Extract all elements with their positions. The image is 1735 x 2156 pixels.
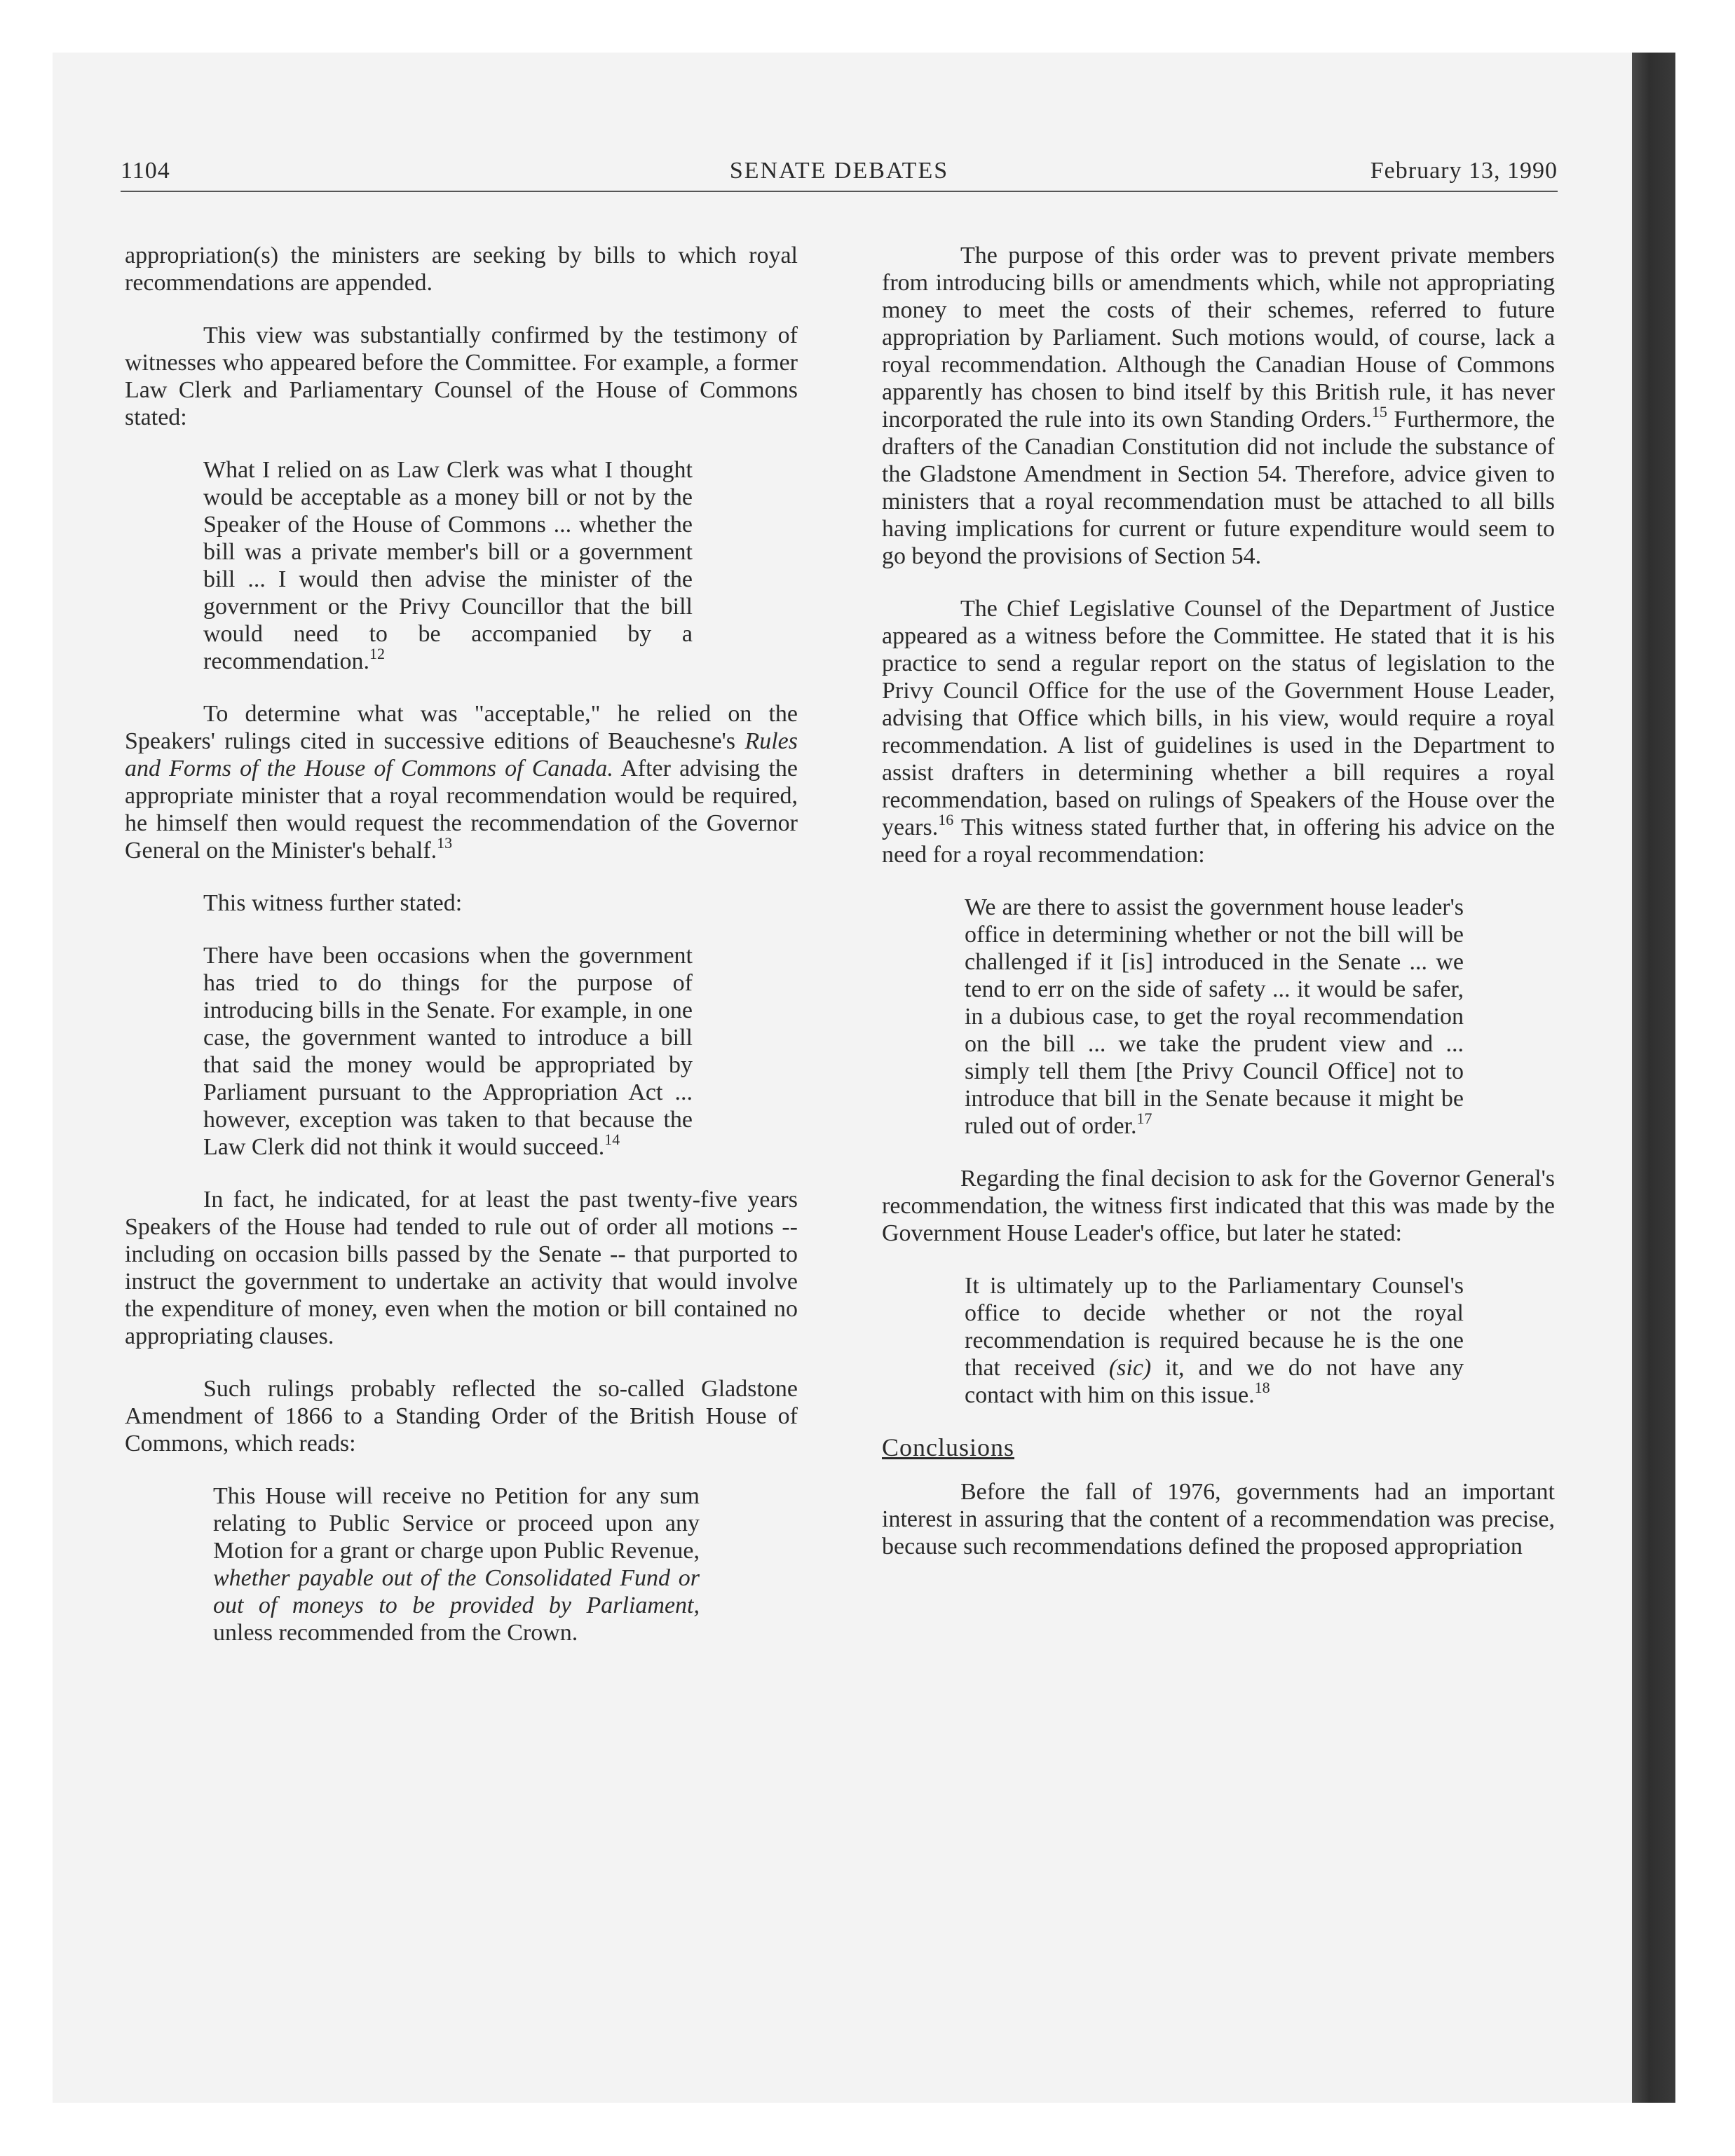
quote-text: it, and we do not have any contact with him on this issue. — [965, 1355, 1464, 1408]
header-rule — [121, 191, 1558, 192]
paragraph — [125, 889, 798, 917]
block-quote — [965, 1272, 1464, 1409]
quote-text: It is ultimately up to the Parliamentary Counsel's office to decide whether or not the royal recommendation is required because he is the one that received — [965, 1273, 1464, 1381]
section-heading: Conclusions — [882, 1433, 1015, 1461]
footnote-ref: 18 — [1254, 1379, 1270, 1396]
paragraph — [882, 242, 1555, 570]
page-number: 1104 — [121, 158, 170, 184]
right-column — [882, 242, 1555, 1585]
quote-text: unless recommended from the Crown. — [213, 1620, 578, 1646]
footnote-ref: 12 — [369, 645, 385, 662]
paragraph — [125, 700, 798, 864]
left-column — [125, 242, 798, 1672]
block-quote — [203, 942, 693, 1161]
quote-text: This House will receive no Petition for any sum relating to Public Service or proceed upon any Motion for a grant or charge upon Public Revenue, — [213, 1483, 700, 1564]
paragraph-text: To determine what was "acceptable," he relied on the Speakers' rulings cited in successive editions of Beauchesne's — [125, 701, 798, 754]
paragraph-text: This witness further stated: — [203, 890, 463, 916]
paragraph — [125, 242, 798, 296]
paragraph-text: After advising the appropriate minister that a royal recommendation would be required, he himself then would request the recommendation of the Governor General on the Minister's behalf. — [125, 756, 798, 864]
paragraph-text: Before the fall of 1976, governments had an important interest in assuring that the content of a recommendation was precise, because such recommendations defined the proposed appropriation — [882, 1479, 1555, 1560]
scan-border — [1632, 53, 1675, 2103]
quote-text: We are there to assist the government house leader's office in determining whether or not the bill will be challenged if it [is] introduced in the Senate ... we tend to err on the side of safety ... it would be safer, in a dubious case, to get the royal recommendation on the bill ... we take the prudent view and ... simply tell them [the Privy Council Office] not to introduce that bill in the Senate because it might be ruled out of order. — [965, 894, 1464, 1139]
paragraph-text: The Chief Legislative Counsel of the Department of Justice appeared as a witness before the Committee. He stated that it is his practice to send a regular report on the status of legislation to the Privy Council Office for the use of the Government House Leader, advising that Office which bills, in his view, would require a royal recommendation. A list of guidelines is used in the Department to assist drafters in determining whether a bill requires a royal recommendation, based on rulings of Speakers of the House over the years. — [882, 596, 1555, 840]
paragraph — [882, 1478, 1555, 1560]
paragraph-text: This witness stated further that, in offering his advice on the need for a royal recommendation: — [882, 814, 1555, 868]
paragraph-text: Furthermore, the drafters of the Canadian Constitution did not include the substance of the Gladstone Amendment in Section 54. Therefore, advice given to ministers that a royal recommendation must be attached to all bills having implications for current or future expenditure would seem to go beyond the provisions of Section 54. — [882, 407, 1555, 569]
block-quote — [213, 1482, 700, 1646]
running-header — [121, 158, 1558, 193]
paragraph-text: appropriation(s) the ministers are seeking by bills to which royal recommendations are appended. — [125, 243, 798, 296]
footnote-ref: 13 — [437, 834, 453, 852]
paragraph — [125, 1186, 798, 1350]
paragraph — [882, 1165, 1555, 1247]
cited-title: Rules and Forms of the House of Commons of Canada. — [125, 728, 798, 782]
footnote-ref: 15 — [1371, 403, 1387, 421]
quote-text: There have been occasions when the government has tried to do things for the purpose of introducing bills in the Senate. For example, in one case, the government wanted to introduce a bill that said the money would be appropriated by Parliament pursuant to the Appropriation Act ... however, exception was taken to that because the Law Clerk did not think it would succeed. — [203, 943, 693, 1160]
paragraph — [125, 1375, 798, 1457]
footnote-ref: 16 — [938, 811, 954, 828]
footnote-ref: 17 — [1136, 1110, 1152, 1127]
paragraph-text: The purpose of this order was to prevent private members from introducing bills or amendments which, while not appropriating money to meet the costs of their schemes, referred to future appropriation by Parliament. Such motions would, of course, lack a royal recommendation. Although the Canadian House of Commons apparently has chosen to bind itself by this British rule, it has never incorporated the rule into its own Standing Orders. — [882, 243, 1555, 432]
paragraph-text: Such rulings probably reflected the so-called Gladstone Amendment of 1866 to a Standing Order of the British House of Commons, which reads: — [125, 1376, 798, 1456]
footnote-ref: 14 — [604, 1131, 620, 1148]
quote-emphasis: whether payable out of the Consolidated Fund or out of moneys to be provided by Parliament, — [213, 1565, 700, 1618]
quote-emphasis: (sic) — [1108, 1355, 1152, 1381]
paragraph-text: This view was substantially confirmed by the testimony of witnesses who appeared before the Committee. For example, a former Law Clerk and Parliamentary Counsel of the House of Commons stated: — [125, 322, 798, 430]
paragraph-text: In fact, he indicated, for at least the past twenty-five years Speakers of the House had tended to rule out of order all motions -- including on occasion bills passed by the Senate -- that purported to instruct the government to undertake an activity that would involve the expenditure of money, even when the motion or bill contained no appropriating clauses. — [125, 1187, 798, 1349]
header-date: February 13, 1990 — [1370, 158, 1558, 184]
quote-text: What I relied on as Law Clerk was what I thought would be acceptable as a money bill or not by the Speaker of the House of Commons ... whether the bill was a private member's bill or a government bill ... I would then advise the minister of the government or the Privy Councillor that the bill would need to be accompanied by a recommendation. — [203, 457, 693, 674]
block-quote — [965, 894, 1464, 1140]
paragraph — [882, 595, 1555, 868]
publication-title: SENATE DEBATES — [729, 158, 949, 184]
block-quote — [203, 456, 693, 675]
paragraph — [125, 322, 798, 431]
paragraph-text: Regarding the final decision to ask for the Governor General's recommendation, the witness first indicated that this was made by the Government House Leader's office, but later he stated: — [882, 1166, 1555, 1246]
